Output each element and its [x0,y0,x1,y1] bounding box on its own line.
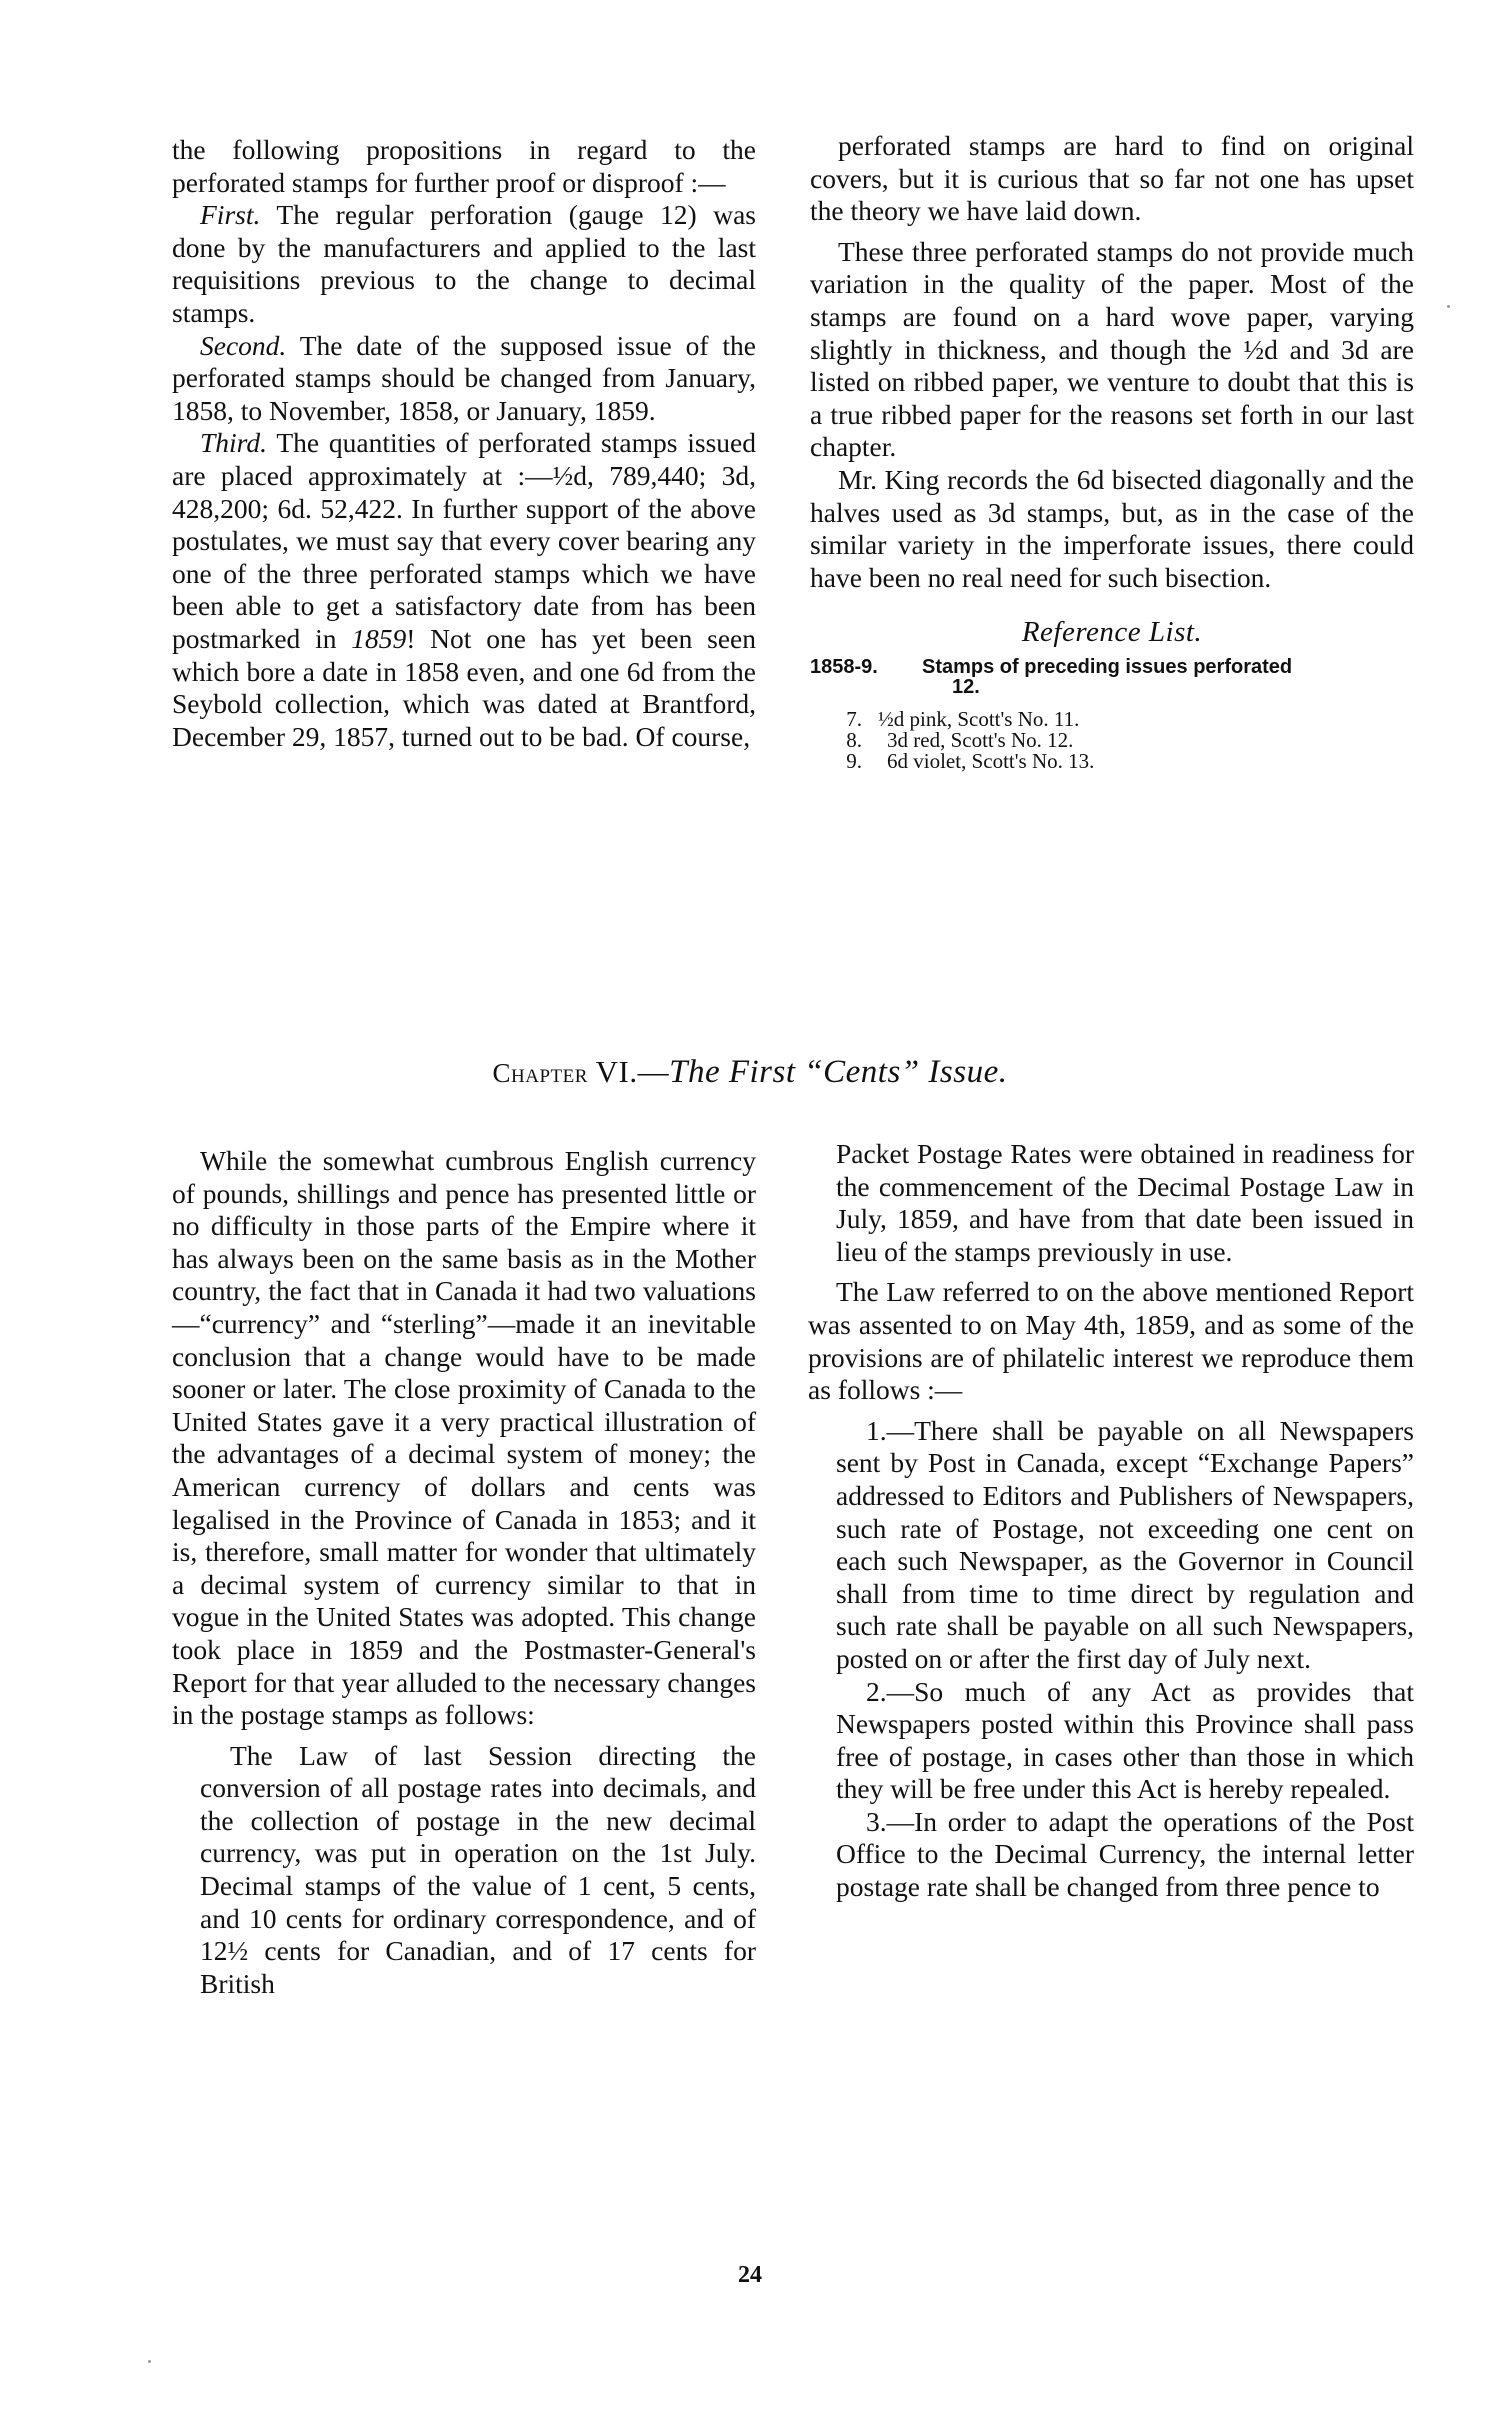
chapter-label: Chapter [492,1058,588,1088]
bottom-right-column [808,1138,1414,1904]
proposition-label: Third. [200,427,267,459]
block-quote-continuation [808,1138,1414,1268]
reference-list-title: Reference List. [1021,616,1203,649]
top-left-column [172,134,756,753]
provisions-list [808,1415,1414,1904]
reference-list-header [810,657,1414,697]
intro-paragraph: the following propositions in regard to the perforated stamps for further proof or disproof :— [172,134,756,198]
provision-item: 1.—There shall be payable on all Newspapers sent by Post in Canada, except “Exchange Papers” addressed to Editors and Publishers of Newspapers, such rate of Postage, not exceeding one cent on each such Newspaper, as the Governor in Council shall from time to time direct by regulation and such rate shall be payable on all such Newspapers, posted on or after the first day of July next. [836,1414,1414,1674]
reference-item-number: 8. [846,727,862,752]
quote-paragraph: Packet Postage Rates were obtained in readiness for the commencement of the Decimal Postage Law in July, 1859, and have from that date been issued in lieu of the stamps previously in use. [836,1138,1414,1267]
chapter-title: The First “Cents” Issue. [669,1054,1008,1090]
paragraph: While the somewhat cumbrous English currency of pounds, shillings and pence has presented little or no difficulty in those parts of the Empire where it has always been on the same basis as in the Mother country, the fact that in Canada it had two valuations—“currency” and “sterling”—made it an inevitable conclusion that a change would have to be made sooner or later. The close proximity of Canada to the United States gave it a very practical illustration of the advantages of a decimal system of money; the American currency of dollars and cents was legalised in the Province of Canada in 1853; and it is, therefore, small matter for wonder that ultimately a decimal system of currency similar to that in vogue in the United States was adopted. This change took place in 1859 and the Postmaster-General's Report for that year alluded to the necessary changes in the postage stamps as follows: [172,1145,756,1731]
reference-item [810,706,1414,731]
paragraph: Mr. King records the 6d bisected diagonally and the halves used as 3d stamps, but, as in the case of the similar variety in the imperforate issues, there could have been no real need for such bisection. [810,463,1414,593]
proposition-text: The regular perforation (gauge 12) was done by the manufacturers and applied to the last requisitions previous to the change to decimal stamps. [172,199,756,328]
bottom-left-column [172,1145,756,2000]
reference-item [810,748,1414,773]
scan-speck [148,2360,151,2363]
provision-item: 2.—So much of any Act as provides that Newspapers posted within this Province shall pass free of postage, in cases other than those in which they will be free under this Act is hereby repealed. [836,1675,1414,1805]
scan-speck [1447,305,1450,308]
paragraph: The Law referred to on the above mentioned Report was assented to on May 4th, 1859, and as some of the provisions are of philatelic interest we reproduce them as follows :— [808,1276,1414,1406]
reference-description-line: 12. [952,675,980,698]
quote-paragraph: The Law of last Session directing the conversion of all postage rates into decimals, and the collection of postage in the new decimal currency, was put in operation on the 1st July. Decimal stamps of the value of 1 cent, 5 cents, and 10 cents for ordinary correspondence, and of 12½ cents for Canadian, and of 17 cents for British [200,1739,756,1999]
emphasis-year: 1859 [351,622,407,654]
proposition-label: First. [200,199,261,231]
proposition-third [172,427,756,753]
proposition-text: The date of the supposed issue of the perforated stamps should be changed from January, 1858, to November, 1858, or January, 1859. [172,329,756,426]
chapter-dash: — [637,1054,670,1089]
proposition-text-after: ! Not one has yet been seen which bore a date in 1858 even, and one 6d from the Seybold collection, which was dated at Brantford, December 29, 1857, turned out to be bad. Of course, [172,622,756,752]
top-right-column [810,130,1414,772]
provision-item: 3.—In order to adapt the operations of the Post Office to the Decimal Currency, the internal letter postage rate shall be changed from three pence to [836,1805,1414,1903]
reference-description-line: Stamps of preceding issues perforated [922,655,1293,678]
reference-list [810,706,1414,773]
proposition-text: The quantities of perforated stamps issued are placed approximately at :—½d, 789,440; 3d, 428,200; 6d. 52,422. In further support of the above postulates, we must say that every cover bearing any one of the three perforated stamps which we have been able to get a satisfactory date from has been postmarked in [172,427,756,654]
reference-item-number: 7. [846,706,862,731]
reference-item-text: ½d pink, Scott's No. 11. [878,706,1080,731]
reference-item [810,727,1414,752]
reference-description [922,657,1414,697]
reference-item-number: 9. [846,748,862,773]
block-quote [172,1740,756,2001]
page-number: 24 [738,2262,762,2288]
reference-year: 1858-9. [810,655,878,678]
proposition-second [172,330,756,428]
reference-item-text: 3d red, Scott's No. 12. [887,727,1074,752]
reference-item-text: 6d violet, Scott's No. 13. [887,748,1095,773]
chapter-number: VI. [595,1054,638,1089]
proposition-first [172,199,756,329]
paragraph: These three perforated stamps do not provide much variation in the quality of the paper. Most of the stamps are found on a hard wove paper, varying slightly in thickness, and though the ½d and 3d are listed on ribbed paper, we venture to doubt that this is a true ribbed paper for the reasons set forth in our last chapter. [810,235,1414,463]
chapter-heading [0,1054,1500,1091]
proposition-label: Second. [200,329,287,361]
paragraph: perforated stamps are hard to find on original covers, but it is curious that so far not one has upset the theory we have laid down. [810,130,1414,227]
